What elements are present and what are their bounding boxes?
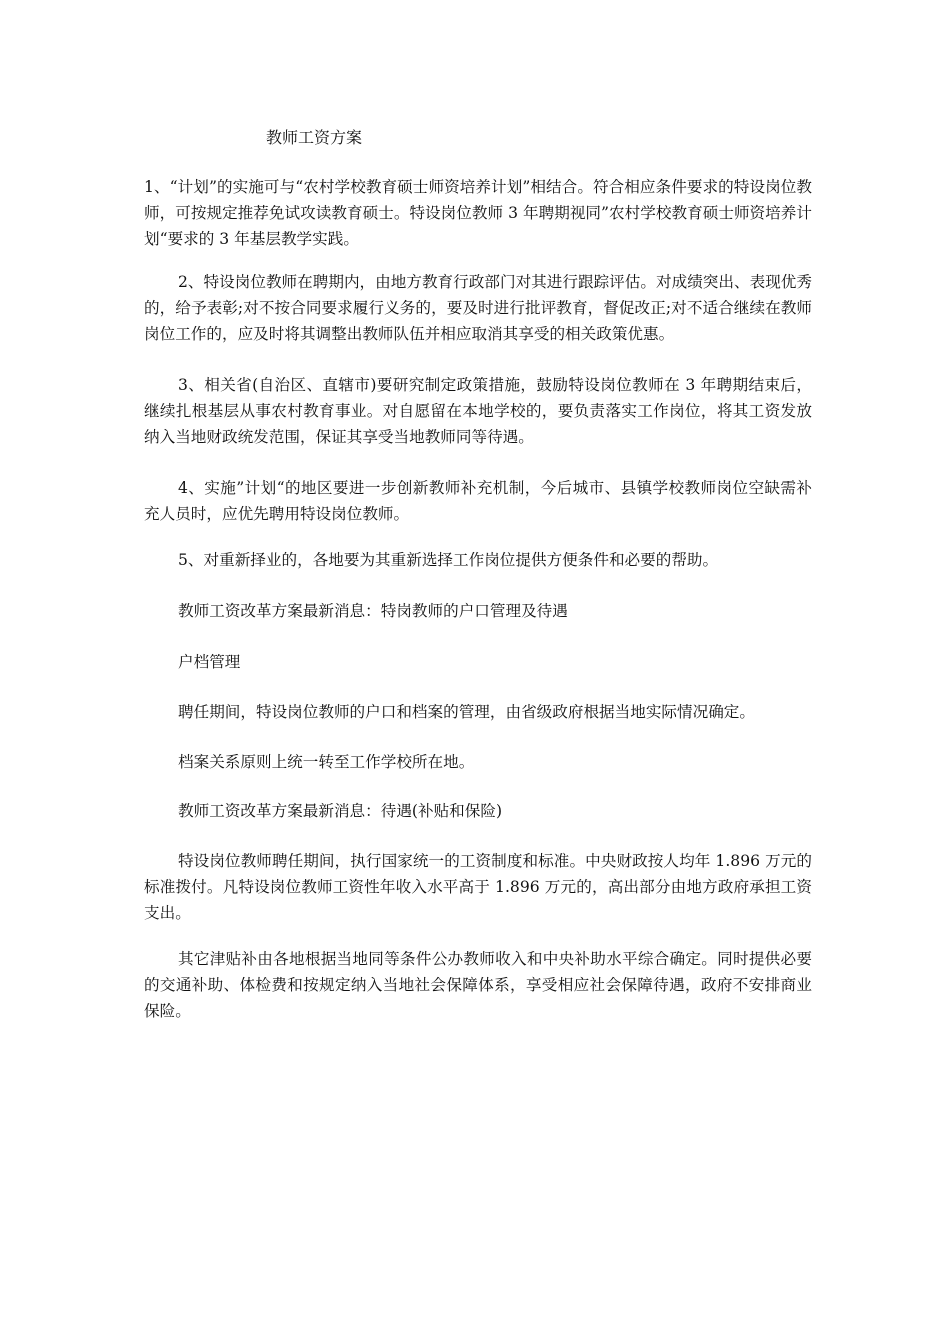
paragraph-salary: 特设岗位教师聘任期间，执行国家统一的工资制度和标准。中央财政按人均年 1.896 万元的标准拨付。凡特设岗位教师工资性年收入水平高于 1.896 万元的，高出部分由地方政府承担工资支出。: [144, 852, 812, 922]
paragraph-2: 2、特设岗位教师在聘期内，由地方教育行政部门对其进行跟踪评估。对成绩突出、表现优秀的，给予表彰;对不按合同要求履行义务的，要及时进行批评教育，督促改正;对不适合继续在教师岗位工作的，应及时将其调整出教师队伍并相应取消其享受的相关政策优惠。: [144, 273, 812, 343]
section-heading-hukou: 教师工资改革方案最新消息：特岗教师的户口管理及待遇: [178, 602, 568, 620]
document-title: 教师工资方案: [266, 128, 363, 147]
paragraph-5: 5、对重新择业的，各地要为其重新选择工作岗位提供方便条件和必要的帮助。: [178, 551, 719, 569]
paragraph-records-2: 档案关系原则上统一转至工作学校所在地。: [178, 753, 475, 771]
paragraph-allowance: 其它津贴补由各地根据当地同等条件公办教师收入和中央补助水平综合确定。同时提供必要的交通补助、体检费和按规定纳入当地社会保障体系，享受相应社会保障待遇，政府不安排商业保险。: [144, 950, 812, 1020]
paragraph-1: 1、“计划”的实施可与“农村学校教育硕士师资培养计划”相结合。符合相应条件要求的特设岗位教师，可按规定推荐免试攻读教育硕士。特设岗位教师 3 年聘期视同”农村学校教育硕士师资培养计划“要求的 3 年基层教学实践。: [144, 178, 812, 248]
paragraph-4: 4、实施”计划“的地区要进一步创新教师补充机制，今后城市、县镇学校教师岗位空缺需补充人员时，应优先聘用特设岗位教师。: [144, 479, 812, 523]
section-heading-benefits: 教师工资改革方案最新消息：待遇(补贴和保险): [178, 802, 503, 820]
paragraph-records-1: 聘任期间，特设岗位教师的户口和档案的管理，由省级政府根据当地实际情况确定。: [178, 703, 755, 721]
paragraph-3: 3、相关省(自治区、直辖市)要研究制定政策措施，鼓励特设岗位教师在 3 年聘期结束后，继续扎根基层从事农村教育事业。对自愿留在本地学校的，要负责落实工作岗位，将其工资发放纳入当地财政统发范围，保证其享受当地教师同等待遇。: [144, 376, 812, 446]
subheading-records: 户档管理: [178, 653, 241, 671]
